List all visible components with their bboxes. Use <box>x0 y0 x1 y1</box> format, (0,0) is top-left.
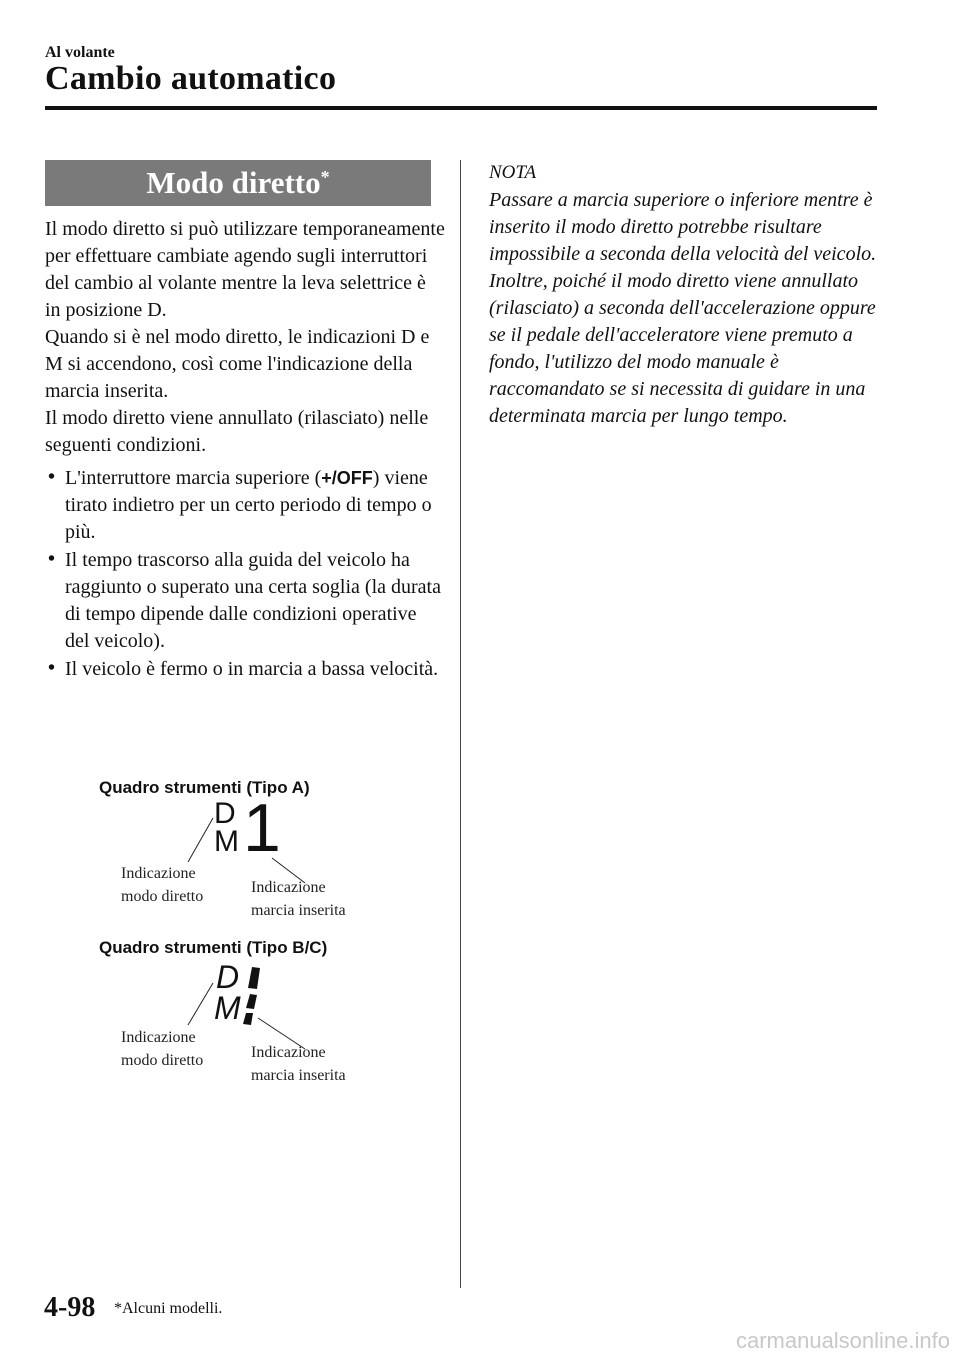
footnote: *Alcuni modelli. <box>114 1300 223 1317</box>
figure-b-m-indicator: M <box>214 990 241 1026</box>
upshift-switch-symbol: +/OFF <box>321 468 373 488</box>
banner-title: Modo diretto <box>146 165 321 200</box>
watermark: carmanualsonline.info <box>735 1328 950 1353</box>
banner-footnote-marker: * <box>320 167 330 187</box>
figure-a-title: Quadro strumenti (Tipo A) <box>99 778 310 797</box>
note-heading: NOTA <box>489 162 537 183</box>
bullet-marker: • <box>48 548 56 570</box>
note-text: Passare a marcia superiore o inferiore mentre è inserito il modo diretto potrebbe risultare impossibile a seconda della velocità del veicolo. Inoltre, poiché il modo diretto viene annullato (rilasciato) a seconda dell'accelerazione oppure se il pedale dell'acceleratore viene premuto a fondo, l'utilizzo del modo manuale è raccomandato se si necessita di guidare in una determinata marcia per lungo tempo. <box>489 189 877 427</box>
section-label: Al volante <box>45 44 115 61</box>
paragraph-1: Il modo diretto si può utilizzare temporaneamente per effettuare cambiate agendo sugli interruttori del cambio al volante mentre la leva selettrice è in posizione D. <box>45 218 445 321</box>
paragraph-2: Quando si è nel modo diretto, le indicazioni D e M si accendono, così come l'indicazione della marcia inserita. <box>45 326 430 402</box>
figure-b-segment-gear-indicator <box>240 965 264 1027</box>
figure-a-m-indicator: M <box>214 825 239 858</box>
page-title: Cambio automatico <box>45 60 337 97</box>
figure-a-mode-label: Indicazione modo diretto <box>121 865 204 905</box>
figure-a-d-indicator: D <box>214 797 236 830</box>
bullet-1-text-b: ) viene tirato indietro per un certo periodo di tempo o più. <box>65 467 432 543</box>
figure-a-gear-label: Indicazione marcia inserita <box>251 879 346 919</box>
bullet-2-text: Il tempo trascorso alla guida del veicolo ha raggiunto o superato una certa soglia (la durata di tempo dipende dalle condizioni operative del veicolo). <box>65 549 441 652</box>
bullet-marker: • <box>48 466 56 488</box>
figure-a-gear-indicator: 1 <box>243 790 281 866</box>
bullet-marker: • <box>48 657 56 679</box>
bullet-3-text: Il veicolo è fermo o in marcia a bassa velocità. <box>65 658 439 680</box>
figure-b-title: Quadro strumenti (Tipo B/C) <box>99 938 328 957</box>
paragraph-3: Il modo diretto viene annullato (rilasciato) nelle seguenti condizioni. <box>45 407 429 456</box>
page-number: 4-98 <box>44 1292 96 1323</box>
figure-b-gear-label: Indicazione marcia inserita <box>251 1044 346 1084</box>
bullet-1-text-a: L'interruttore marcia superiore ( <box>65 467 322 489</box>
figure-b-mode-label: Indicazione modo diretto <box>121 1029 204 1069</box>
figure-b-d-indicator: D <box>216 959 240 995</box>
